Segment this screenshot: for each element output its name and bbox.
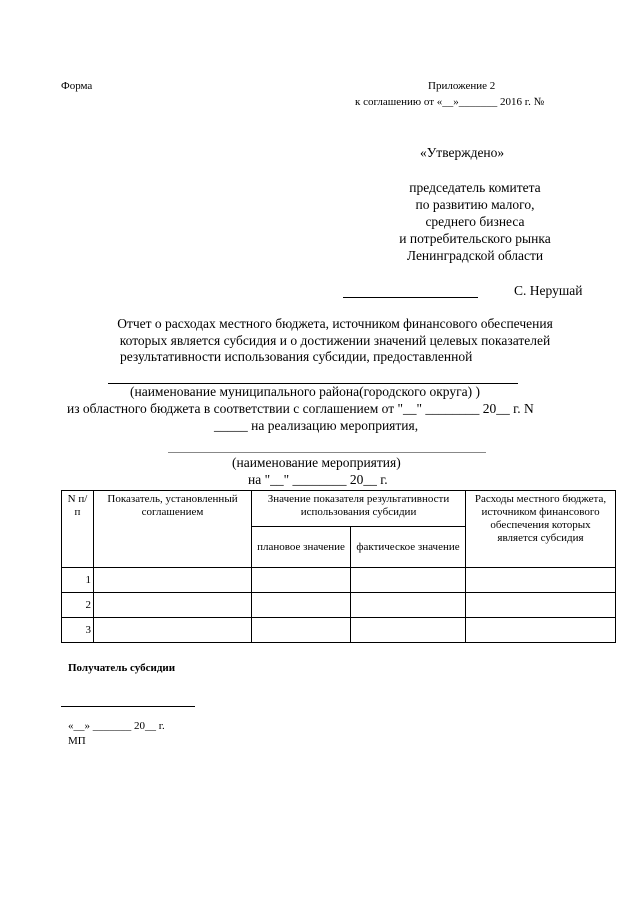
approval-line: Ленинградской области (406, 248, 544, 263)
cell-actual (351, 568, 466, 593)
cell-indicator (94, 593, 252, 618)
cell-planned (252, 618, 351, 643)
approval-position (360, 179, 590, 264)
seal-label: МП (68, 735, 86, 747)
title-line: Отчет о расходах местного бюджета, источником финансового обеспечения (117, 316, 553, 331)
table-header-row (62, 491, 616, 527)
signatory-name: С. Нерушай (514, 283, 583, 298)
header-number: N п/п (62, 491, 94, 568)
table-row (62, 593, 616, 618)
cell-actual (351, 593, 466, 618)
report-date-line: на "__" ________ 20__ г. (248, 472, 388, 487)
report-table (61, 490, 616, 643)
cell-indicator (94, 568, 252, 593)
cell-expenses (466, 593, 616, 618)
table-row (62, 568, 616, 593)
event-caption: (наименование мероприятия) (232, 455, 401, 470)
row-number: 1 (62, 568, 94, 593)
table-row (62, 618, 616, 643)
cell-indicator (94, 618, 252, 643)
header-actual: фактическое значение (351, 527, 466, 568)
cell-planned (252, 568, 351, 593)
approval-line: и потребительского рынка (399, 231, 551, 246)
agreement-reference: к соглашению от «__»_______ 2016 г. № (355, 96, 545, 108)
cell-expenses (466, 618, 616, 643)
cell-actual (351, 618, 466, 643)
budget-line: из областного бюджета в соответствии с соглашением от "__" ________ 20__ г. N (67, 401, 534, 416)
row-number: 3 (62, 618, 94, 643)
cell-expenses (466, 568, 616, 593)
header-expenses: Расходы местного бюджета, источником финансового обеспечения которых является субсидия (466, 491, 616, 568)
purpose-line: _____ на реализацию мероприятия, (214, 418, 419, 433)
municipality-caption: (наименование муниципального района(городского округа) ) (130, 384, 480, 399)
signature-line (343, 297, 478, 298)
title-line: которых является субсидия и о достижении значений целевых показателей (119, 333, 551, 348)
cell-planned (252, 593, 351, 618)
form-label: Форма (61, 80, 93, 92)
event-blank-line (168, 452, 486, 453)
approval-line: председатель комитета (409, 180, 541, 195)
footer-date-line: «__» _______ 20__ г. (68, 720, 165, 732)
header-indicator: Показатель, установленный соглашением (94, 491, 252, 568)
report-title (40, 315, 630, 349)
appendix-label: Приложение 2 (428, 80, 496, 92)
approval-stamp: «Утверждено» (420, 145, 505, 160)
recipient-signature-line (61, 706, 195, 707)
approval-line: среднего бизнеса (425, 214, 525, 229)
approval-line: по развитию малого, (415, 197, 535, 212)
title-line: результативности использования субсидии, предоставленной (120, 349, 473, 364)
row-number: 2 (62, 593, 94, 618)
recipient-label: Получатель субсидии (68, 662, 176, 674)
header-planned: плановое значение (252, 527, 351, 568)
header-value-group: Значение показателя результативности использования субсидии (252, 491, 466, 527)
